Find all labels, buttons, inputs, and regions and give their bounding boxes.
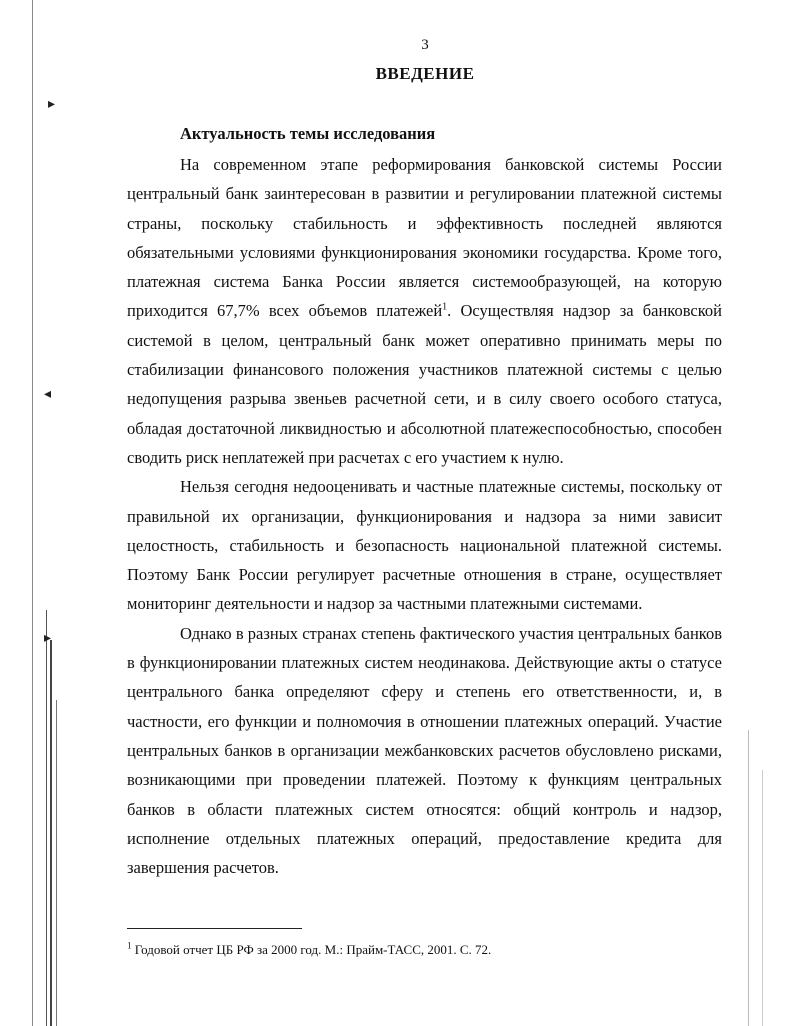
chapter-title: ВВЕДЕНИЕ [375,64,475,83]
page-number: 3 [421,37,429,53]
scan-arrow-icon: ▸ [44,631,52,646]
footnote [127,942,491,958]
paragraph: Однако в разных странах степень фактического участия центральных банков в функционировании платежных систем неодинакова. Действующие акты о статусе центрального банка определяют сферу и степень его ответственности, и, в частности, его функции и полномочия в отношении платежных операций. Участие центральных банков в организации межбанковских расчетов обусловлено рисками, возникающими при проведении платежей. Поэтому к функциям центральных банков в области платежных систем относятся: общий контроль и надзор, исполнение отдельных платежных операций, предоставление кредита для завершения расчетов. [127,623,722,878]
footnote-rule [127,928,302,929]
scan-edge-left [30,0,64,1026]
scan-arrow-icon: ▸ [48,97,56,112]
section-heading: Актуальность темы исследования [180,124,436,143]
body-text [127,150,722,882]
footnote-marker: 1 [127,940,132,951]
scan-edge-right [740,730,780,1026]
paragraph: Нельзя сегодня недооценивать и частные платежные системы, поскольку от правильной их организации, функционирования и надзора за ними зависит целостность, стабильность и безопасность национальной платежной системы. Поэтому Банк России регулирует расчетные отношения в стране, осуществляет мониторинг деятельности и надзор за частными платежными системами. [127,477,722,614]
paragraph: На современном этапе реформирования банковской системы России центральный банк заинтересован в развитии и регулировании платежной системы страны, поскольку стабильность и эффективность последней являются обязательными условиями функционирования экономики государства. Кроме того, платежная система Банка России является системообразующей, на которую приходится 67,7% всех объемов платежей$^1$. Осуществляя надзор за банковской системой в целом, центральный банк может оперативно принимать меры по стабилизации финансового положения участников платежной системы с целью недопущения разрыва звеньев расчетной сети, и в силу своего особого статуса, обладая достаточной ликвидностью и абсолютной платежеспособностью, способен сводить риск неплатежей при расчетах с его участием к нулю. [127,155,722,467]
footnote-text: Годовой отчет ЦБ РФ за 2000 год. М.: Прайм-ТАСС, 2001. С. 72. [134,942,492,957]
footnote-ref: 1 [442,301,448,313]
scan-arrow-icon: ◂ [44,387,52,402]
